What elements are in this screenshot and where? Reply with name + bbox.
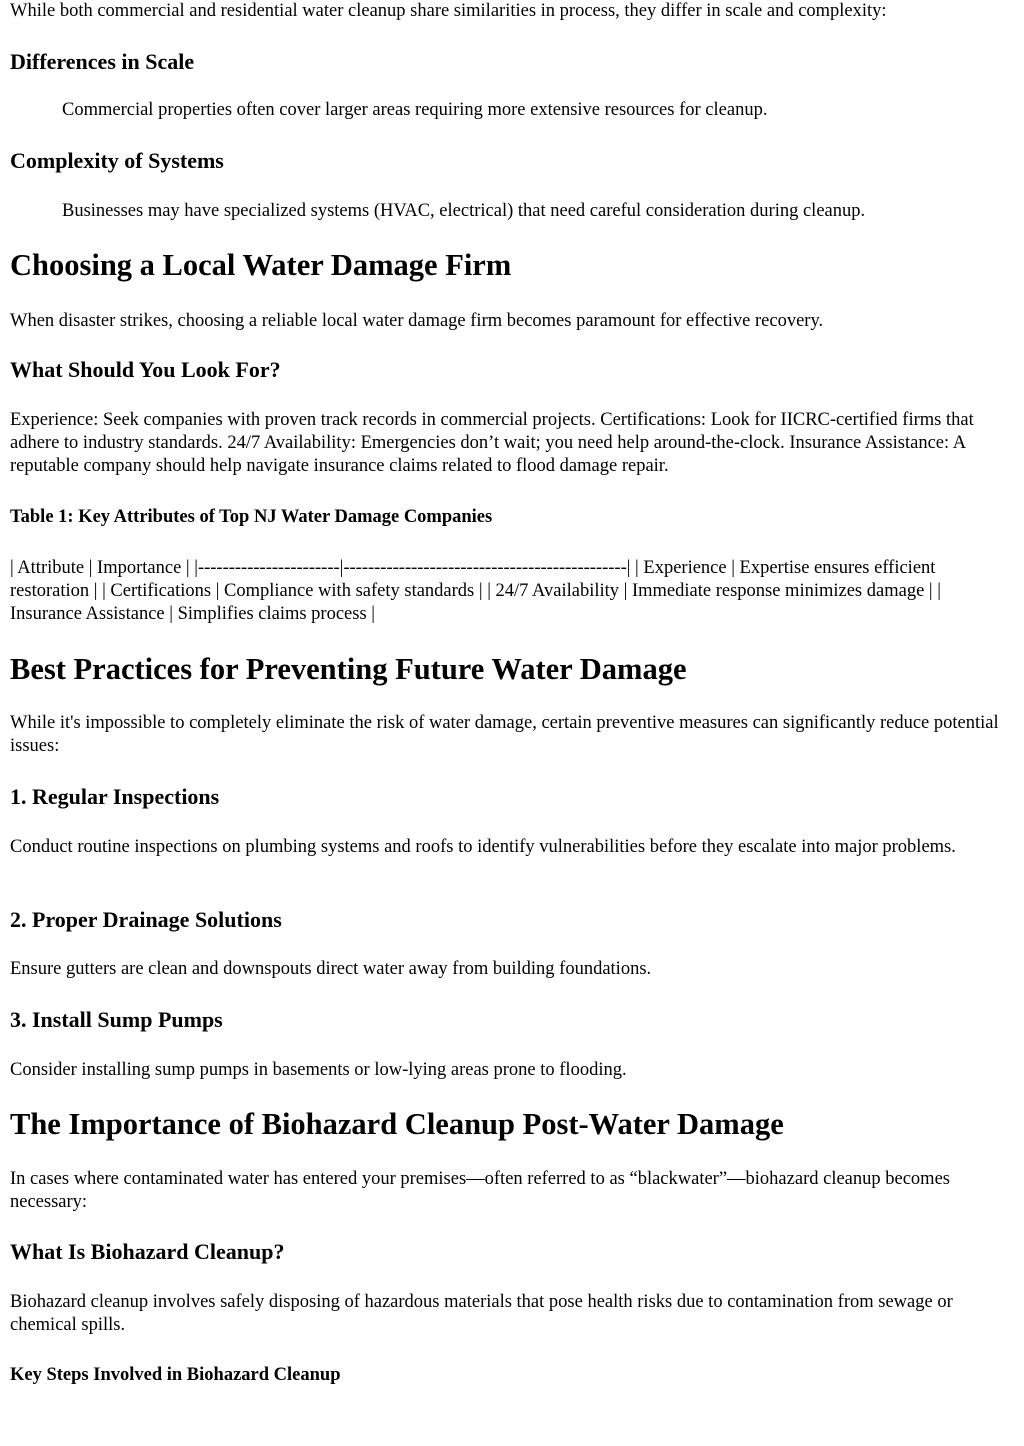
heading-differences-in-scale: Differences in Scale	[10, 49, 195, 74]
heading-biohazard-importance: The Importance of Biohazard Cleanup Post-Water Damage	[10, 1107, 784, 1141]
sump-pumps-paragraph: Consider installing sump pumps in basements or low-lying areas prone to flooding.	[10, 1060, 627, 1080]
attributes-table-text: | Attribute | Importance | |-----------------------|----------------------------------------------| | Experience | Expertise ensures efficient restoration | | Certifications | Compliance with safety standards | | 24/7 Availability | Immediate response minimizes damage | | Insurance Assistance | Simplifies claims process |	[10, 558, 941, 624]
criteria-paragraph: Experience: Seek companies with proven track records in commercial projects. Certifications: Look for IICRC-certified firms that adhere to industry standards. 24/7 Availability: Emergencies don’t wait; you need help around-the-clock. Insurance Assistance: A reputable company should help navigate insurance claims related to flood damage repair.	[10, 410, 974, 476]
choosing-paragraph: When disaster strikes, choosing a reliable local water damage firm becomes paramount for effective recovery.	[10, 311, 824, 331]
prevention-paragraph: While it's impossible to completely eliminate the risk of water damage, certain preventive measures can significantly reduce potential issues:	[10, 713, 999, 756]
systems-paragraph: Businesses may have specialized systems (HVAC, electrical) that need careful consideration during cleanup.	[62, 201, 866, 221]
scale-paragraph: Commercial properties often cover larger areas requiring more extensive resources for cleanup.	[62, 100, 768, 120]
heading-key-steps: Key Steps Involved in Biohazard Cleanup	[10, 1365, 341, 1385]
inspections-paragraph: Conduct routine inspections on plumbing systems and roofs to identify vulnerabilities before they escalate into major problems.	[10, 837, 956, 857]
heading-what-to-look-for: What Should You Look For?	[10, 357, 281, 382]
drainage-paragraph: Ensure gutters are clean and downspouts direct water away from building foundations.	[10, 959, 652, 979]
heading-proper-drainage: 2. Proper Drainage Solutions	[10, 907, 282, 932]
heading-best-practices: Best Practices for Preventing Future Water Damage	[10, 652, 687, 686]
biohazard-definition-paragraph: Biohazard cleanup involves safely disposing of hazardous materials that pose health risks due to contamination from sewage or chemical spills.	[10, 1292, 953, 1335]
heading-complexity-of-systems: Complexity of Systems	[10, 148, 224, 173]
biohazard-paragraph: In cases where contaminated water has entered your premises—often referred to as “blackwater”—biohazard cleanup becomes necessary:	[10, 1169, 950, 1212]
table-caption: Table 1: Key Attributes of Top NJ Water Damage Companies	[10, 507, 493, 527]
heading-choosing-local-firm: Choosing a Local Water Damage Firm	[10, 248, 512, 282]
heading-what-is-biohazard: What Is Biohazard Cleanup?	[10, 1239, 285, 1264]
intro-paragraph: While both commercial and residential water cleanup share similarities in process, they differ in scale and complexity:	[10, 1, 887, 21]
heading-sump-pumps: 3. Install Sump Pumps	[10, 1007, 223, 1032]
heading-regular-inspections: 1. Regular Inspections	[10, 784, 220, 809]
